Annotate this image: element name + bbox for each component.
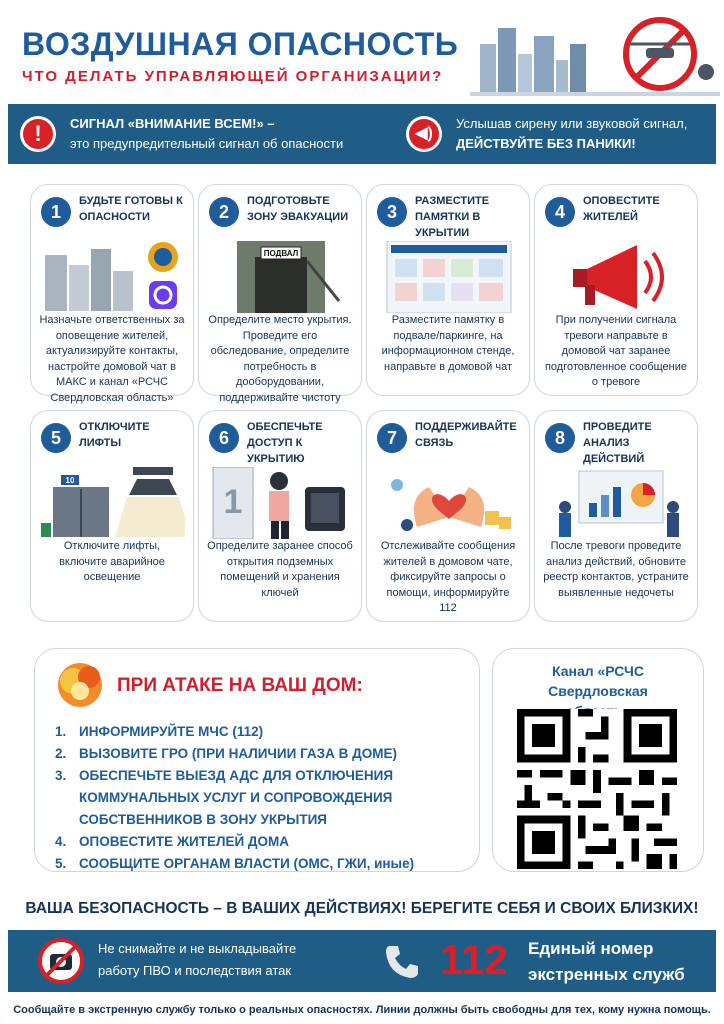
emergency-label-line: экстренных служб <box>528 965 685 984</box>
attack-step-text-cont: КОММУНАЛЬНЫХ УСЛУГ И СОПРОВОЖДЕНИЯ <box>79 790 393 805</box>
photo-warning-line: Не снимайте и не выкладывайте <box>98 941 297 956</box>
attack-step-number: 3. <box>55 768 67 783</box>
step-heading: ПОДДЕРЖИВАЙТЕ СВЯЗЬ <box>415 421 517 449</box>
signal-subtitle: это предупредительный сигнал об опасности <box>70 136 344 151</box>
attack-step-text: ОБЕСПЕЧЬТЕ ВЫЕЗД АДС ДЛЯ ОТКЛЮЧЕНИЯ <box>79 768 394 783</box>
step-description-text: Отслеживайте сообщения жителей в домовом чате, фиксируйте запросы о помощи, информируйте <box>380 540 516 599</box>
step-heading: РАЗМЕСТИТЕ ПАМЯТКИ В УКРЫТИИ <box>415 195 490 239</box>
step-number: 4 <box>545 197 575 227</box>
step-number: 8 <box>545 423 575 453</box>
key-access-illustration <box>209 467 353 539</box>
page-subtitle: ЧТО ДЕЛАТЬ УПРАВЛЯЮЩЕЙ ОРГАНИЗАЦИИ? <box>22 68 444 85</box>
attack-step <box>55 721 414 743</box>
emergency-label <box>528 936 685 988</box>
attack-step-number: 4. <box>55 834 67 849</box>
photo-warning-line: работу ПВО и последствия атак <box>98 963 292 978</box>
step-description: Определите место укрытия. Проведите его обследование, определите потребность в дооборудовании, поддерживайте чистоту <box>208 314 352 404</box>
step-description: После тревоги проведите анализ действий, обновите реестр контактов, устраните выявленные недочеты <box>543 540 689 599</box>
no-panic-line: ДЕЙСТВУЙТЕ БЕЗ ПАНИКИ! <box>456 136 636 151</box>
attack-steps-list <box>55 721 414 875</box>
step-heading: ОБЕСПЕЧЬТЕ ДОСТУП К УКРЫТИЮ <box>247 421 323 465</box>
step-card-5 <box>30 410 194 622</box>
buildings-apps-illustration <box>41 241 185 313</box>
alert-icon: ! <box>20 116 56 152</box>
emergency-number: 112 <box>440 936 508 983</box>
step-number: 2 <box>209 197 239 227</box>
attack-step-text: ВЫЗОВИТЕ ГРО (ПРИ НАЛИЧИИ ГАЗА В ДОМЕ) <box>79 746 397 761</box>
step-card-3 <box>366 184 530 396</box>
channel-title-line: Канал «РСЧС Свердловская <box>548 663 648 699</box>
explosion-icon <box>47 655 113 709</box>
emergency-label-line: Единый номер <box>528 939 654 958</box>
safety-motto: ВАША БЕЗОПАСНОСТЬ – В ВАШИХ ДЕЙСТВИЯХ! БЕРЕГИТЕ СЕБЯ И СВОИХ БЛИЗКИХ! <box>25 900 699 917</box>
attack-step <box>55 853 414 875</box>
step-description: При получении сигнала тревоги направьте в домовой чат заранее подготовленное сообщение о тревоге <box>544 314 688 388</box>
basement-sign: ПОДВАЛ <box>263 249 299 258</box>
signal-title: СИГНАЛ «ВНИМАНИЕ ВСЕМ!» – <box>70 116 275 131</box>
step-card-8 <box>534 410 698 622</box>
siren-icon: ◀) <box>406 116 442 152</box>
step-description: Отключите лифты, включите аварийное освещение <box>59 540 165 583</box>
page-title: ВОЗДУШНАЯ ОПАСНОСТЬ <box>22 26 459 62</box>
step-heading: ОПОВЕСТИТЕ ЖИТЕЛЕЙ <box>583 195 660 223</box>
analytics-illustration <box>545 467 689 539</box>
phone-icon <box>382 942 422 982</box>
step-card-2 <box>198 184 362 404</box>
attack-step-text: ИНФОРМИРУЙТЕ МЧС (112) <box>79 724 264 739</box>
step-description: Разместите памятку в подвале/паркинге, на информационном стенде, направьте в домовой чат <box>381 314 515 373</box>
step-card-1 <box>30 184 194 404</box>
megaphone-icon <box>545 241 689 313</box>
attack-instructions <box>34 648 480 872</box>
footnote: Сообщайте в экстренную службу только о реальных опасностях. Линии должны быть свободны для тех, кому нужна помощь. <box>13 1004 711 1016</box>
step-description: Определите заранее способ открытия подземных помещений и хранения ключей <box>207 540 353 599</box>
attack-step-text: ОПОВЕСТИТЕ ЖИТЕЛЕЙ ДОМА <box>79 834 290 849</box>
attack-step-text-cont: СОБСТВЕННИКОВ В ЗОНУ УКРЫТИЯ <box>79 812 327 827</box>
step-card-7 <box>366 410 530 622</box>
emergency-number-inline: 112 <box>439 602 457 614</box>
basement-door-illustration <box>209 241 353 313</box>
siren-line: Услышав сирену или звуковой сигнал, <box>456 116 688 131</box>
footer-bar <box>8 930 716 992</box>
photo-warning <box>98 938 296 982</box>
channel-qr-block <box>492 648 704 872</box>
elevator-lamp-illustration <box>41 467 185 539</box>
step-card-6 <box>198 410 362 622</box>
step-number: 1 <box>41 197 71 227</box>
floor-indicator: 10 <box>65 476 75 485</box>
attack-step-number: 1. <box>55 724 67 739</box>
step-heading: ОТКЛЮЧИТЕ ЛИФТЫ <box>79 421 150 449</box>
step-heading: БУДЬТЕ ГОТОВЫ К ОПАСНОСТИ <box>79 195 183 223</box>
attack-step <box>55 831 414 853</box>
step-number: 7 <box>377 423 407 453</box>
attack-step <box>55 765 414 831</box>
step-number: 6 <box>209 423 239 453</box>
qr-code[interactable] <box>517 709 677 869</box>
attack-step-text: СООБЩИТЕ ОРГАНАМ ВЛАСТИ (ОМС, ГЖИ, иные) <box>79 856 415 871</box>
no-camera-icon <box>38 938 84 984</box>
step-number: 5 <box>41 423 71 453</box>
step-description: Назначьте ответственных за оповещение жителей, актуализируйте контакты, настройте домовой чат в МАКС и канал «РСЧС Свердловская область» <box>39 314 185 404</box>
helping-hands-illustration <box>377 467 521 539</box>
city-drone-illustration <box>470 14 720 96</box>
step-heading: ПРОВЕДИТЕ АНАЛИЗ ДЕЙСТВИЙ <box>583 421 652 465</box>
signal-banner <box>8 104 716 164</box>
step-card-4 <box>534 184 698 396</box>
door-number: 1 <box>223 483 243 521</box>
attack-step-number: 5. <box>55 856 67 871</box>
step-heading: ПОДГОТОВЬТЕ ЗОНУ ЭВАКУАЦИИ <box>247 195 349 223</box>
memo-poster-illustration <box>377 241 521 313</box>
attack-step <box>55 743 414 765</box>
step-number: 3 <box>377 197 407 227</box>
attack-title: ПРИ АТАКЕ НА ВАШ ДОМ: <box>117 675 363 696</box>
step-description <box>375 539 521 617</box>
attack-step-number: 2. <box>55 746 67 761</box>
